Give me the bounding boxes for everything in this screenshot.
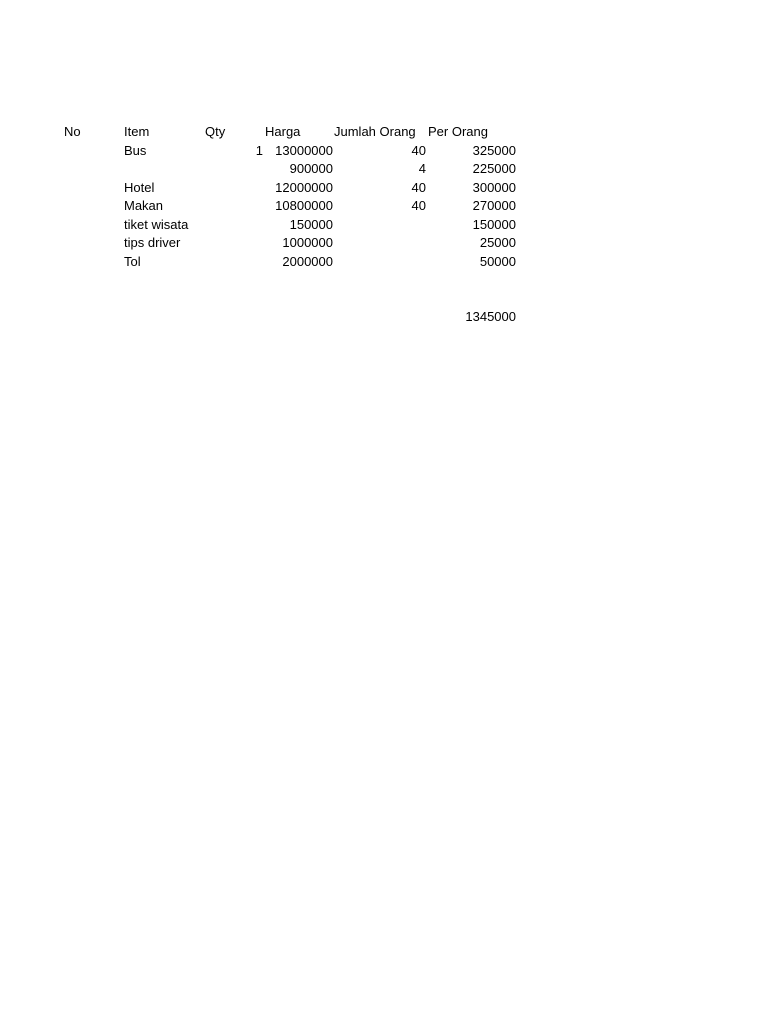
table-row	[60, 197, 530, 216]
table-row	[60, 234, 530, 253]
cell-item	[124, 160, 204, 179]
cell-no	[64, 197, 120, 216]
cell-no	[64, 160, 120, 179]
cost-table	[60, 123, 530, 271]
table-row	[60, 179, 530, 198]
cell-qty: 1	[255, 142, 263, 158]
table-row	[60, 160, 530, 179]
cell-qty	[205, 160, 263, 179]
cell-jumlah-orang: 40	[411, 198, 426, 213]
cell-no	[64, 216, 120, 235]
total-per-orang: 1345000	[465, 309, 516, 324]
header-harga: Harga	[265, 124, 301, 139]
cell-no	[64, 142, 120, 161]
cell-per-orang: 325000	[472, 142, 516, 158]
table-row	[60, 216, 530, 235]
header-per-orang: Per Orang	[428, 124, 488, 139]
cell-harga: 1000000	[282, 235, 333, 250]
cell-harga: 10800000	[275, 198, 333, 213]
header-item: Item	[124, 124, 150, 139]
cell-item: Bus	[124, 142, 147, 158]
cell-harga: 900000	[289, 161, 333, 176]
cell-harga: 13000000	[275, 142, 333, 158]
cell-per-orang: 25000	[479, 235, 516, 250]
cell-qty	[205, 197, 263, 216]
cell-item: Makan	[124, 198, 164, 213]
cell-item: tips driver	[124, 235, 181, 250]
cell-no	[64, 234, 120, 253]
cell-per-orang: 150000	[472, 216, 516, 232]
table-header-row	[60, 123, 530, 142]
cell-jumlah-orang	[333, 234, 426, 253]
cell-per-orang: 50000	[479, 253, 516, 269]
cell-qty	[205, 234, 263, 253]
cell-jumlah-orang: 40	[411, 179, 426, 195]
cell-no	[64, 179, 120, 198]
cell-jumlah-orang	[333, 253, 426, 272]
total-row	[60, 308, 530, 327]
header-qty: Qty	[205, 124, 226, 139]
cell-item: Tol	[124, 253, 141, 269]
cell-jumlah-orang: 40	[411, 142, 426, 158]
table-row	[60, 253, 530, 272]
cell-harga: 2000000	[282, 253, 333, 269]
cell-harga: 150000	[289, 216, 333, 232]
cell-per-orang: 300000	[472, 179, 516, 195]
cell-per-orang: 270000	[472, 198, 516, 213]
cell-qty	[205, 216, 263, 235]
cell-harga: 12000000	[275, 179, 333, 195]
cell-qty	[205, 253, 263, 272]
header-no: No	[64, 124, 81, 139]
header-jumlah-orang: Jumlah Orang	[334, 124, 416, 139]
cell-per-orang: 225000	[472, 161, 516, 176]
cell-qty	[205, 179, 263, 198]
cell-jumlah-orang	[333, 216, 426, 235]
cell-item: Hotel	[124, 179, 155, 195]
table-row	[60, 142, 530, 161]
cell-item: tiket wisata	[124, 216, 189, 232]
cell-no	[64, 253, 120, 272]
cell-jumlah-orang: 4	[418, 161, 426, 176]
